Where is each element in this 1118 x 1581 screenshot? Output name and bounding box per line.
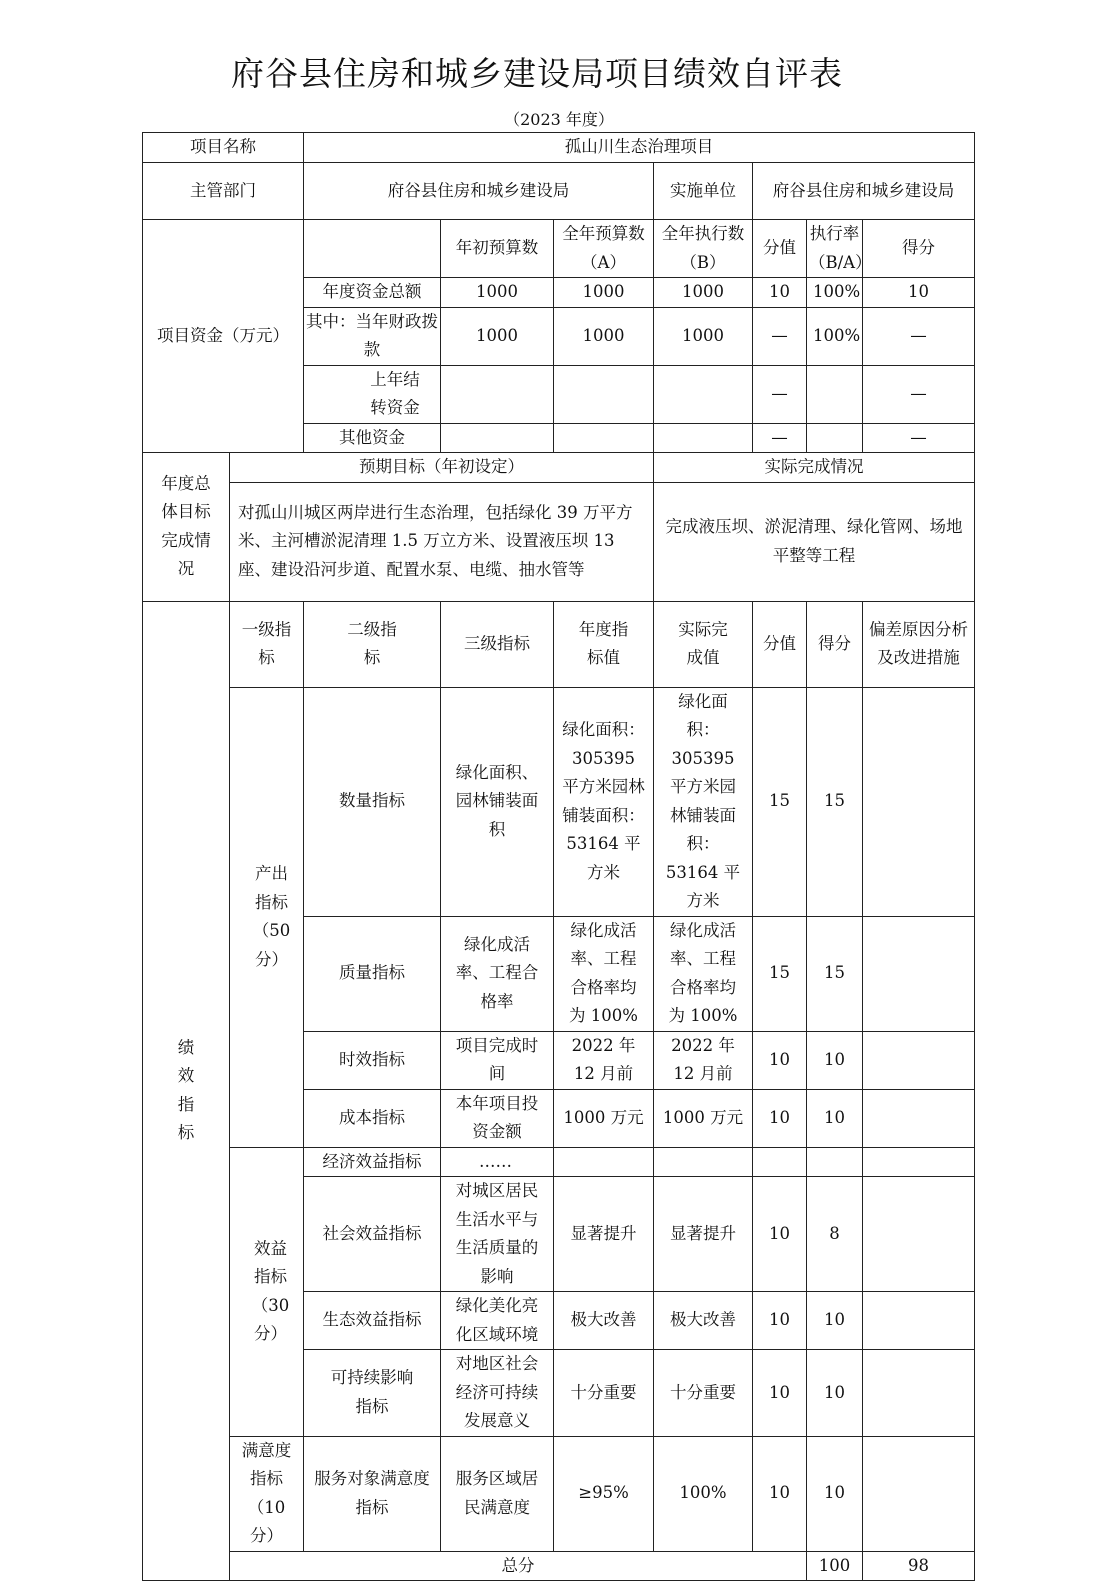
funds-cell	[554, 365, 654, 423]
indicator-target: 十分重要	[554, 1350, 654, 1437]
funds-row-name: 其他资金	[304, 423, 441, 453]
indicator-score-value: 10	[753, 1177, 807, 1292]
funds-cell: 10	[753, 278, 807, 308]
funds-cell: 100%	[807, 307, 863, 365]
indicator-actual: 极大改善	[654, 1292, 753, 1350]
perf-header: 偏差原因分析及改进措施	[863, 601, 975, 687]
funds-header: 分值	[753, 220, 807, 278]
indicator-remark	[863, 1436, 975, 1551]
indicator-target: 绿化成活率、工程合格率均为 100%	[554, 916, 654, 1031]
total-label: 总分	[230, 1551, 807, 1581]
funds-cell: 100%	[807, 278, 863, 308]
indicator-target: ≥95%	[554, 1436, 654, 1551]
page-title: 府谷县住房和城乡建设局项目绩效自评表	[231, 54, 843, 93]
perf-header: 分值	[753, 601, 807, 687]
perf-header: 二级指标	[304, 601, 441, 687]
indicator-remark	[863, 1292, 975, 1350]
indicator-score-value: 10	[753, 1031, 807, 1089]
indicator-l3: 服务区域居民满意度	[441, 1436, 554, 1551]
indicator-score: 10	[807, 1089, 863, 1147]
indicator-actual: 显著提升	[654, 1177, 753, 1292]
indicator-actual: 100%	[654, 1436, 753, 1551]
funds-cell: —	[753, 365, 807, 423]
funds-cell	[441, 365, 554, 423]
funds-cell: 1000	[441, 278, 554, 308]
indicator-score	[807, 1147, 863, 1177]
funds-header: 年初预算数	[441, 220, 554, 278]
indicator-l2: 可持续影响指标	[304, 1350, 441, 1437]
indicator-l3: 绿化成活率、工程合格率	[441, 916, 554, 1031]
indicator-actual: 1000 万元	[654, 1089, 753, 1147]
funds-cell	[807, 365, 863, 423]
indicator-remark	[863, 1147, 975, 1177]
indicator-score-value: 10	[753, 1436, 807, 1551]
indicator-group: 效益指标（30 分）	[230, 1147, 304, 1436]
indicator-score: 10	[807, 1292, 863, 1350]
indicator-remark	[863, 1089, 975, 1147]
dept-value: 府谷县住房和城乡建设局	[304, 163, 654, 220]
total-score: 98	[863, 1551, 975, 1581]
funds-row-name: 其中：当年财政拨款	[304, 307, 441, 365]
indicator-l2: 生态效益指标	[304, 1292, 441, 1350]
funds-cell: 1000	[654, 278, 753, 308]
indicator-target: 极大改善	[554, 1292, 654, 1350]
indicator-score: 10	[807, 1031, 863, 1089]
indicator-actual	[654, 1147, 753, 1177]
indicator-l3: 对城区居民生活水平与生活质量的影响	[441, 1177, 554, 1292]
indicator-actual: 绿化成活率、工程合格率均为 100%	[654, 916, 753, 1031]
funds-cell: —	[863, 365, 975, 423]
indicator-target: 绿化面积：305395 平方米园林铺装面积：53164 平方米	[554, 687, 654, 916]
indicator-target: 2022 年 12 月前	[554, 1031, 654, 1089]
indicator-l2: 经济效益指标	[304, 1147, 441, 1177]
funds-cell: —	[753, 307, 807, 365]
funds-cell: —	[863, 423, 975, 453]
indicator-actual: 绿化面积：305395 平方米园林铺装面积：53164 平方米	[654, 687, 753, 916]
funds-cell: 1000	[554, 307, 654, 365]
funds-cell	[807, 423, 863, 453]
perf-header: 得分	[807, 601, 863, 687]
total-score-value: 100	[807, 1551, 863, 1581]
perf-header: 实际完成值	[654, 601, 753, 687]
indicator-target: 显著提升	[554, 1177, 654, 1292]
funds-row-name: 年度资金总额	[304, 278, 441, 308]
funds-header: 全年执行数（B）	[654, 220, 753, 278]
year-label: （2023 年度）	[504, 110, 614, 129]
funds-header: 全年预算数（A）	[554, 220, 654, 278]
funds-header-blank	[304, 220, 441, 278]
goals-actual-label: 实际完成情况	[654, 453, 975, 483]
indicator-target	[554, 1147, 654, 1177]
indicator-score: 15	[807, 687, 863, 916]
indicator-score-value: 10	[753, 1089, 807, 1147]
goals-label: 年度总体目标完成情况	[143, 453, 230, 602]
goals-expected: 对孤山川城区两岸进行生态治理，包括绿化 39 万平方米、主河槽淤泥清理 1.5 万立方米、设置液压坝 13 座、建设沿河步道、配置水泵、电缆、抽水管等	[230, 482, 654, 601]
perf-header: 年度指标值	[554, 601, 654, 687]
indicator-group: 满意度指标（10 分）	[230, 1436, 304, 1551]
project-name-value: 孤山川生态治理项目	[304, 133, 975, 163]
indicator-l3: 绿化美化亮化区域环境	[441, 1292, 554, 1350]
indicator-remark	[863, 687, 975, 916]
funds-cell	[554, 423, 654, 453]
indicator-l3: 项目完成时间	[441, 1031, 554, 1089]
indicator-score-value	[753, 1147, 807, 1177]
funds-label: 项目资金（万元）	[143, 220, 304, 453]
indicator-remark	[863, 916, 975, 1031]
indicator-l2: 质量指标	[304, 916, 441, 1031]
goals-actual: 完成液压坝、淤泥清理、绿化管网、场地平整等工程	[654, 482, 975, 601]
project-name-label: 项目名称	[143, 133, 304, 163]
funds-row-name: 上年结转资金	[304, 365, 441, 423]
indicator-l2: 数量指标	[304, 687, 441, 916]
indicator-score-value: 15	[753, 916, 807, 1031]
impl-value: 府谷县住房和城乡建设局	[753, 163, 975, 220]
indicator-score: 15	[807, 916, 863, 1031]
funds-cell	[654, 365, 753, 423]
self-evaluation-table	[142, 132, 975, 1581]
indicator-actual: 2022 年 12 月前	[654, 1031, 753, 1089]
indicator-l3: 绿化面积、园林铺装面积	[441, 687, 554, 916]
indicator-remark	[863, 1031, 975, 1089]
indicator-l3: 对地区社会经济可持续发展意义	[441, 1350, 554, 1437]
indicator-l3: ……	[441, 1147, 554, 1177]
funds-cell	[654, 423, 753, 453]
indicator-l2: 社会效益指标	[304, 1177, 441, 1292]
perf-label: 绩效指标	[143, 601, 230, 1581]
funds-cell: —	[863, 307, 975, 365]
impl-label: 实施单位	[654, 163, 753, 220]
perf-header: 一级指标	[230, 601, 304, 687]
indicator-score: 10	[807, 1350, 863, 1437]
goals-expected-label: 预期目标（年初设定）	[230, 453, 654, 483]
indicator-actual: 十分重要	[654, 1350, 753, 1437]
indicator-target: 1000 万元	[554, 1089, 654, 1147]
funds-cell: 1000	[554, 278, 654, 308]
funds-cell: —	[753, 423, 807, 453]
indicator-score-value: 15	[753, 687, 807, 916]
indicator-l3: 本年项目投资金额	[441, 1089, 554, 1147]
indicator-l2: 服务对象满意度指标	[304, 1436, 441, 1551]
funds-cell: 1000	[441, 307, 554, 365]
indicator-score: 8	[807, 1177, 863, 1292]
funds-cell: 1000	[654, 307, 753, 365]
funds-cell: 10	[863, 278, 975, 308]
funds-header: 执行率（B/A）	[807, 220, 863, 278]
indicator-remark	[863, 1350, 975, 1437]
indicator-score: 10	[807, 1436, 863, 1551]
indicator-score-value: 10	[753, 1292, 807, 1350]
funds-cell	[441, 423, 554, 453]
funds-header: 得分	[863, 220, 975, 278]
indicator-score-value: 10	[753, 1350, 807, 1437]
indicator-remark	[863, 1177, 975, 1292]
dept-label: 主管部门	[143, 163, 304, 220]
indicator-group: 产出指标（50 分）	[230, 687, 304, 1147]
indicator-l2: 成本指标	[304, 1089, 441, 1147]
perf-header: 三级指标	[441, 601, 554, 687]
indicator-l2: 时效指标	[304, 1031, 441, 1089]
